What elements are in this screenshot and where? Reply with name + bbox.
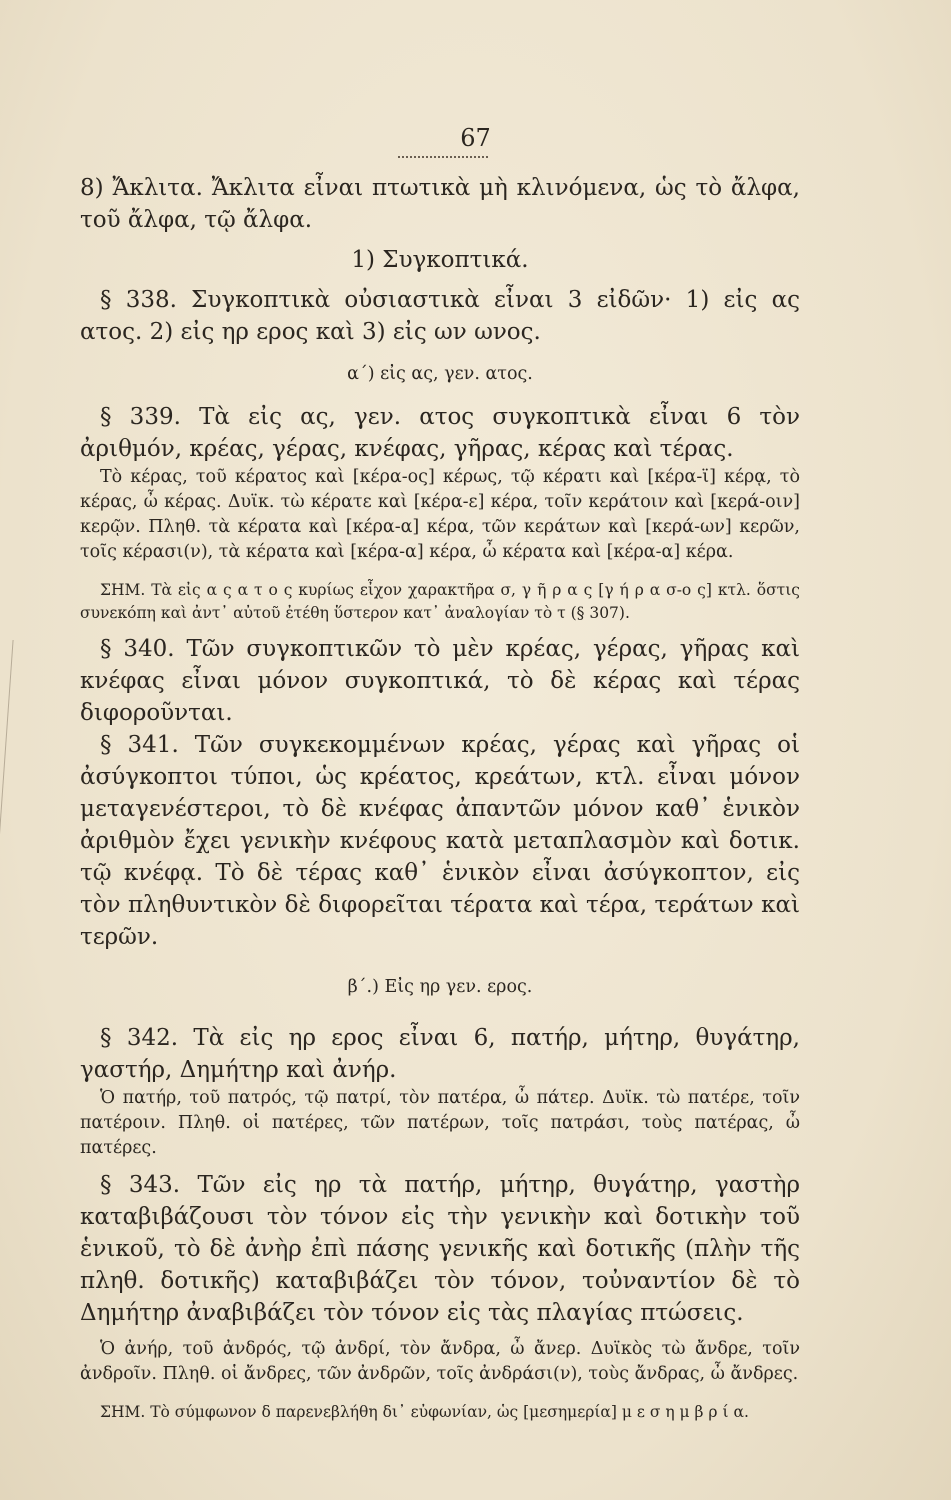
paradigm-aner: Ὁ ἀνήρ, τοῦ ἀνδρός, τῷ ἀνδρί, τὸν ἄνδρα, ὦ ἄνερ. Δυϊκὸς τὼ ἄνδρε, τοῖν ἀνδροῖν. Πληθ. οἱ ἄνδρες, τῶν ἀνδρῶν, τοῖς ἀνδράσι(ν), τοὺς ἄνδρας, ὦ ἄνδρες.	[80, 1339, 800, 1384]
note-euphonic-delta: ΣΗΜ. Τὸ σύμφωνον δ παρενεβλήθη δι᾽ εὐφωνίαν, ὡς [μεσημερία] μ ε σ η μ β ρ ί α.	[100, 1403, 749, 1421]
note-sigma-stem: ΣΗΜ. Τὰ εἰς α ς α τ ο ς κυρίως εἶχον χαρακτῆρα σ, γ ῆ ρ α ς [γ ή ρ α σ-ο ς] κτλ. ὅστις συνεκόπη καὶ ἀντ᾽ αὐτοῦ ἐτέθη ὕστερον κατ᾽ ἀναλογίαν τὸ τ (§ 307).	[80, 581, 800, 622]
paragraph-akliita: 8) Ἄκλιτα. Ἄκλιτα εἶναι πτωτικὰ μὴ κλινόμενα, ὡς τὸ ἄλφα, τοῦ ἄλφα, τῷ ἄλφα.	[80, 175, 800, 233]
paragraph-339: § 339. Τὰ εἰς ας, γεν. ατος συγκοπτικὰ εἶναι 6 τὸν ἀριθμόν, κρέας, γέρας, κνέφας, γῆρας, κέρας καὶ τέρας.	[80, 404, 800, 462]
paragraph-341: § 341. Τῶν συγκεκομμένων κρέας, γέρας καὶ γῆρας οἱ ἀσύγκοπτοι τύποι, ὡς κρέατος, κρεάτων, κτλ. εἶναι μόνον μεταγενέστεροι, τὸ δὲ κνέφας ἀπαντῶν μόνον καθ᾽ ἑνικὸν ἀριθμὸν ἔχει γενικὴν κνέφους κατὰ μεταπλασμὸν καὶ δοτικ. τῷ κνέφᾳ. Τὸ δὲ τέρας καθ᾽ ἑνικὸν εἶναι ἀσύγκοπτον, εἰς τὸν πληθυντικὸν δὲ διφορεῖται τέρατα καὶ τέρα, τεράτων καὶ τερῶν.	[80, 732, 800, 950]
margin-pencil-mark	[0, 640, 54, 1000]
paragraph-338: § 338. Συγκοπτικὰ οὐσιαστικὰ εἶναι 3 εἰδῶν· 1) εἰς ας ατος. 2) εἰς ηρ ερος καὶ 3) εἰς ων ωνος.	[80, 287, 800, 345]
page-number: 67	[460, 124, 491, 152]
section-heading-syncopated: 1) Συγκοπτικά.	[351, 247, 529, 273]
page-number-ornament	[398, 156, 488, 158]
paragraph-343: § 343. Τῶν εἰς ηρ τὰ πατήρ, μήτηρ, θυγάτηρ, γαστὴρ καταβιβάζουσι τὸν τόνον εἰς τὴν γενικὴν καὶ δοτικὴν τοῦ ἑνικοῦ, τὸ δὲ ἀνὴρ ἐπὶ πάσης γενικῆς καὶ δοτικῆς (πλὴν τῆς πληθ. δοτικῆς) καταβιβάζει τὸν τόνον, τοὐναντίον δὲ τὸ Δημήτηρ ἀναβιβάζει τὸν τόνον εἰς τὰς πλαγίας πτώσεις.	[80, 1172, 800, 1326]
paragraph-342: § 342. Τὰ εἰς ηρ ερος εἶναι 6, πατήρ, μήτηρ, θυγάτηρ, γαστήρ, Δημήτηρ καὶ ἀνήρ.	[80, 1025, 800, 1083]
subheading-as-atos: α΄) εἰς ας, γεν. ατος.	[347, 364, 533, 384]
paradigm-keras: Τὸ κέρας, τοῦ κέρατος καὶ [κέρα-ος] κέρως, τῷ κέρατι καὶ [κέρα-ϊ] κέρᾳ, τὸ κέρας, ὦ κέρας. Δυϊκ. τὼ κέρατε καὶ [κέρα-ε] κέρα, τοῖν κεράτοιν καὶ [κερά-οιν] κερῷν. Πληθ. τὰ κέρατα καὶ [κέρα-α] κέρα, τῶν κεράτων καὶ [κερά-ων] κερῶν, τοῖς κέρασι(ν), τὰ κέρατα καὶ [κέρα-α] κέρα, ὦ κέρατα καὶ [κέρα-α] κέρα.	[80, 467, 800, 562]
paradigm-pater: Ὁ πατήρ, τοῦ πατρός, τῷ πατρί, τὸν πατέρα, ὦ πάτερ. Δυϊκ. τὼ πατέρε, τοῖν πατέροιν. Πληθ. οἱ πατέρες, τῶν πατέρων, τοῖς πατράσι, τοὺς πατέρας, ὦ πατέρες.	[80, 1088, 800, 1158]
subheading-er-eros: β΄.) Εἰς ηρ γεν. ερος.	[347, 977, 533, 997]
paragraph-340: § 340. Τῶν συγκοπτικῶν τὸ μὲν κρέας, γέρας, γῆρας καὶ κνέφας εἶναι μόνον συγκοπτικά, τὸ δὲ κέρας καὶ τέρας διφοροῦνται.	[80, 636, 800, 726]
page-body	[80, 172, 800, 1424]
